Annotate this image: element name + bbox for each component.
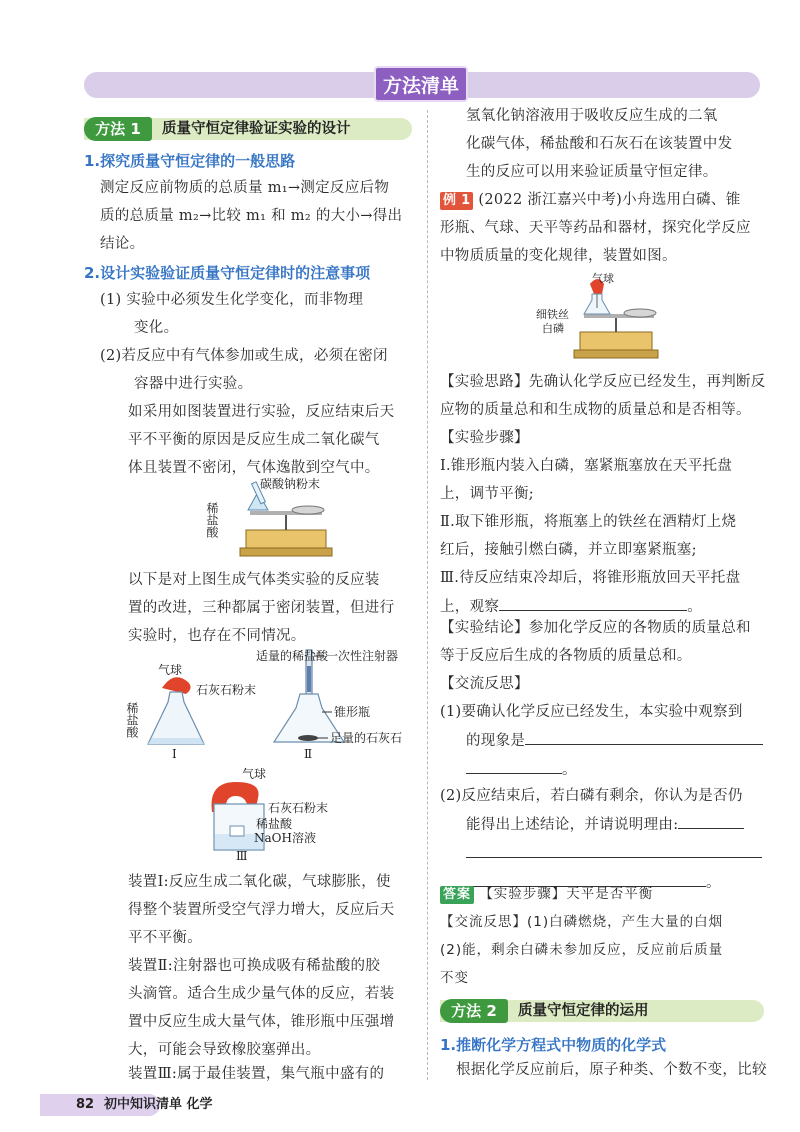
example-tag: 例 1 xyxy=(440,192,473,210)
section2-para2: 以下是对上图生成气体类实验的反应装 置的改进，三种都属于密闭装置，但进行 实验时，也存在不同情况。 xyxy=(128,572,395,644)
section2-title: 2.设计实验验证质量守恒定律时的注意事项 xyxy=(84,264,371,282)
figure-device-3 xyxy=(196,768,346,864)
method2-title: 质量守恒定律的运用 xyxy=(518,1003,649,1019)
section1-body: 测定反应前物质的总质量 m₁→测定反应后物 质的总质量 m₂→比较 m₁ 和 m₂ 的大小→得出 结论。 xyxy=(100,180,403,252)
section3-body: 根据化学反应前后，原子种类、个数不变，比较 xyxy=(456,1062,767,1078)
figure-device-1 xyxy=(125,652,258,762)
answer-blank xyxy=(499,592,687,611)
svg-text:气球: 气球 xyxy=(242,767,267,781)
svg-text:石灰石粉末: 石灰石粉末 xyxy=(196,683,257,697)
section3-title: 1.推断化学方程式中物质的化学式 xyxy=(440,1036,667,1054)
svg-text:足量的石灰石: 足量的石灰石 xyxy=(330,731,403,745)
method2-tag: 方法 2 xyxy=(440,999,508,1023)
section2-item2: (2)若反应中有气体参加或生成，必须在密闭 容器中进行实验。 xyxy=(100,348,388,392)
section2-para4: 装置Ⅱ:注射器也可换成吸有稀盐酸的胶 头滴管。适合生成少量气体的反应，若装 置中反应生成大量气体，锥形瓶中压强增 大，可能会导致橡胶塞弹出。 xyxy=(128,958,395,1058)
balance-base xyxy=(246,530,326,548)
reflection-heading: 【交流反思】 xyxy=(440,676,529,692)
figure-open-balance xyxy=(205,477,360,562)
question-2: (2)反应结束后，若白磷有剩余，你认为是否仍 能得出上述结论，并请说明理由: 。 xyxy=(440,782,770,897)
experiment-idea: 【实验思路】先确认化学反应已经发生，再判断反 应物的质量总和和生成物的质量总和是否相等。 xyxy=(440,374,766,418)
method1-tag: 方法 1 xyxy=(84,117,152,141)
column-divider xyxy=(427,110,428,1080)
svg-text:Ⅱ: Ⅱ xyxy=(304,747,313,761)
section2-item1: (1) 实验中必须发生化学变化，而非物理 变化。 xyxy=(100,292,364,336)
steps-heading: 【实验步骤】 xyxy=(440,430,529,446)
svg-text:稀盐酸: 稀盐酸 xyxy=(256,817,293,831)
right-continuation: 氢氧化钠溶液用于吸收反应生成的二氧 化碳气体，稀盐酸和石灰石在该装置中发 生的反应可以用来验证质量守恒定律。 xyxy=(466,108,733,180)
example1: 例 1 (2022 浙江嘉兴中考)小舟选用白磷、锥 形瓶、气球、天平等药品和器材，探究化学反应 中物质质量的变化规律，装置如图。 xyxy=(440,192,751,264)
section2-para5: 装置Ⅲ:属于最佳装置，集气瓶中盛有的 xyxy=(128,1066,385,1082)
book-title: 初中知识清单 化学 xyxy=(104,1097,213,1112)
experiment-steps: Ⅰ.锥形瓶内装入白磷，塞紧瓶塞放在天平托盘 上，调节平衡; Ⅱ.取下锥形瓶，将瓶塞上的铁丝在酒精灯上烧 红后，接触引燃白磷，并立即塞紧瓶塞; Ⅲ.待反应结束冷却后，将锥形瓶放回天平托盘 上，观察 。 xyxy=(440,458,741,615)
answer-blank xyxy=(525,726,763,745)
figure-phosphorus-balance xyxy=(536,272,666,368)
answer-tag: 答案 xyxy=(440,886,474,904)
banner-title: 方法清单 xyxy=(374,66,468,102)
figure-device-2 xyxy=(252,646,442,762)
answer-blank xyxy=(678,810,744,829)
svg-text:白磷: 白磷 xyxy=(542,322,564,335)
svg-text:细铁丝: 细铁丝 xyxy=(536,308,569,321)
answer-blank xyxy=(466,839,762,858)
section2-para3: 装置Ⅰ:反应生成二氧化碳，气球膨胀，使 得整个装置所受空气浮力增大，反应后天 平不平衡。 xyxy=(128,874,395,946)
svg-text:稀盐酸: 稀盐酸 xyxy=(125,702,139,738)
svg-text:石灰石粉末: 石灰石粉末 xyxy=(268,801,329,815)
section1-title: 1.探究质量守恒定律的一般思路 xyxy=(84,152,296,170)
method1-title: 质量守恒定律验证实验的设计 xyxy=(162,121,351,137)
fig1-powder-label: 碳酸钠粉末 xyxy=(260,477,321,491)
answer-block: 答案 【实验步骤】天平是否平衡 【交流反思】(1)白磷燃烧，产生大量的白烟 (2)能，剩余白磷未参加反应，反应前后质量 不变 xyxy=(440,886,724,986)
page-number: 82 xyxy=(76,1097,95,1112)
answer-blank xyxy=(466,755,562,774)
svg-text:Ⅲ: Ⅲ xyxy=(236,849,248,863)
section2-para1: 如采用如图装置进行实验，反应结束后天 平不平衡的原因是反应生成二氧化碳气 体且装置不密闭，气体逸散到空气中。 xyxy=(128,404,395,476)
svg-text:I: I xyxy=(172,747,177,761)
svg-text:适量的稀盐酸: 适量的稀盐酸 xyxy=(256,649,329,663)
experiment-conclusion: 【实验结论】参加化学反应的各物质的质量总和 等于反应后生成的各物质的质量总和。 xyxy=(440,620,751,664)
fig1-acid-label: 稀盐酸 xyxy=(205,502,219,538)
svg-text:气球: 气球 xyxy=(158,663,183,677)
svg-text:一次性注射器: 一次性注射器 xyxy=(326,649,399,663)
svg-text:气球: 气球 xyxy=(592,272,614,285)
svg-text:NaOH溶液: NaOH溶液 xyxy=(254,831,316,845)
svg-text:锥形瓶: 锥形瓶 xyxy=(334,705,371,719)
question-1: (1)要确认化学反应已经发生，本实验中观察到 的现象是 。 xyxy=(440,698,770,784)
